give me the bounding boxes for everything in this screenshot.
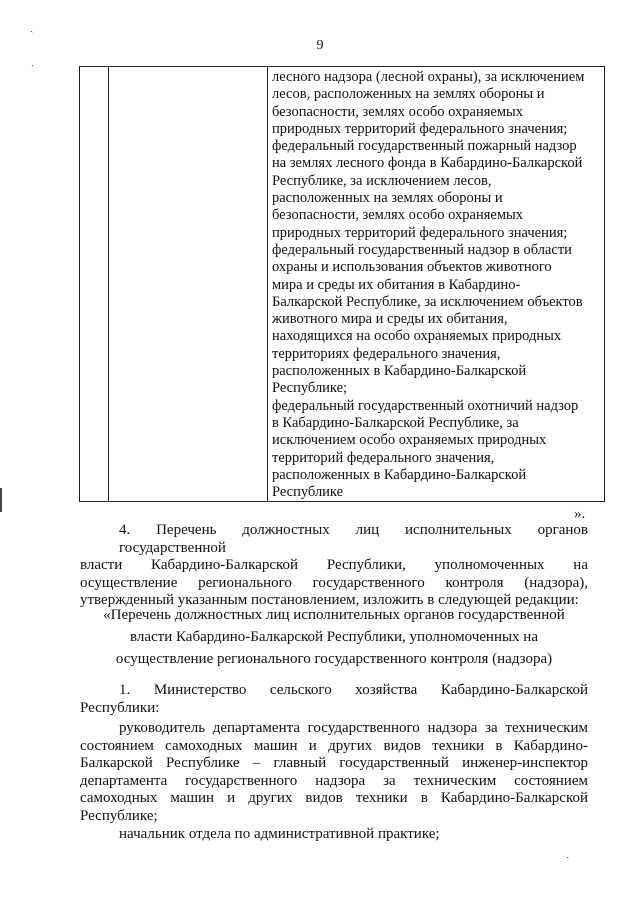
heading-line: власти Кабардино-Балкарской Республики, уполномоченных на: [129, 629, 538, 645]
paragraph-line: 4. Перечень должностных лиц исполнительных органов государственной: [119, 522, 588, 556]
closing-quote: ».: [574, 506, 586, 522]
section-title-line: 1. Министерство сельского хозяйства Кабардино-Балкарской: [119, 682, 588, 698]
table-text-line: Республике: [272, 484, 344, 501]
paragraph-line: начальник отдела по административной практике;: [119, 826, 440, 842]
paragraph-line: самоходных машин и других видов техники в Кабардино-Балкарской: [80, 790, 588, 807]
table-cell-number: [80, 67, 109, 502]
table-text-line: расположенных в Кабардино-Балкарской: [272, 363, 527, 380]
continued-table: [79, 66, 605, 502]
page-number: 9: [316, 38, 324, 53]
table-text-line: лесов, расположенных на землях обороны и: [272, 86, 545, 103]
list-heading: [80, 604, 588, 670]
paragraph-line: Республике;: [80, 807, 158, 824]
paragraph-line: Балкарской Республике – главный государственный инженер-инспектор: [80, 755, 588, 772]
table-text-line: расположенных на землях обороны и: [272, 190, 503, 207]
table-text-line: животного мира и среды их обитания,: [272, 311, 508, 328]
table-text-line: федеральный государственный надзор в области: [272, 241, 572, 258]
table-text-line: находящихся на особо охраняемых природных: [272, 328, 562, 345]
heading-line: «Перечень должностных лиц исполнительных органов государственной: [103, 607, 565, 623]
paragraph-line: состоянием самоходных машин и других видов техники в Кабардино-: [80, 737, 588, 754]
paragraph-item-4: [80, 522, 588, 610]
table-text-line: на землях лесного фонда в Кабардино-Балкарской: [272, 155, 583, 172]
scan-mark: ˎ: [30, 22, 34, 33]
table-text-line: лесного надзора (лесной охраны), за исключением: [272, 69, 585, 85]
table-text-line: безопасности, землях особо охраняемых: [272, 103, 524, 120]
table-text-line: Республике;: [272, 380, 348, 397]
table-text-line: федеральный государственный охотничий надзор: [272, 397, 579, 414]
paragraph-line: осуществление регионального государственного контроля (надзора),: [80, 574, 588, 591]
table-cell-content: [268, 67, 605, 502]
paragraph-line: власти Кабардино-Балкарской Республики, уполномоченных на: [80, 557, 588, 574]
table-text-line: природных территорий федерального значения;: [272, 224, 568, 241]
table-text-line: мира и среды их обитания в Кабардино-: [272, 276, 521, 293]
scan-mark: ˏ: [566, 848, 570, 859]
table-text-line: Балкарской Республике, за исключением объектов: [272, 293, 583, 310]
table-text-line: Республике, за исключением лесов,: [272, 172, 492, 189]
table-text-line: безопасности, землях особо охраняемых: [272, 207, 524, 224]
paragraph-line: утвержденный указанным постановлением, изложить в следующей редакции:: [80, 592, 579, 609]
scan-edge-mark: [0, 488, 2, 512]
section-1-paragraph-2: [80, 826, 588, 844]
scan-mark: ˎ: [31, 56, 35, 67]
section-title-line: Республики:: [80, 699, 160, 716]
table-text-line: расположенных в Кабардино-Балкарской: [272, 466, 527, 483]
table-cell-name: [109, 67, 268, 502]
section-1-paragraph: [80, 720, 588, 826]
paragraph-line: руководитель департамента государственного надзора за техническим: [119, 720, 588, 736]
table-row: [80, 67, 605, 502]
table-text-line: природных территорий федерального значения;: [272, 120, 568, 137]
table-text-line: охраны и использования объектов животного: [272, 259, 552, 276]
table-text-line: территориях федерального значения,: [272, 345, 501, 362]
heading-line: осуществление регионального государственного контроля (надзора): [115, 651, 553, 667]
table-text-line: территорий федерального значения,: [272, 449, 495, 466]
section-1: [80, 682, 588, 717]
paragraph-line: департамента государственного надзора за техническим состоянием: [80, 772, 588, 789]
table-text-line: исключением особо охраняемых природных: [272, 432, 547, 449]
table-text-line: федеральный государственный пожарный надзор: [272, 138, 577, 155]
table-text-line: в Кабардино-Балкарской Республике, за: [272, 414, 519, 431]
